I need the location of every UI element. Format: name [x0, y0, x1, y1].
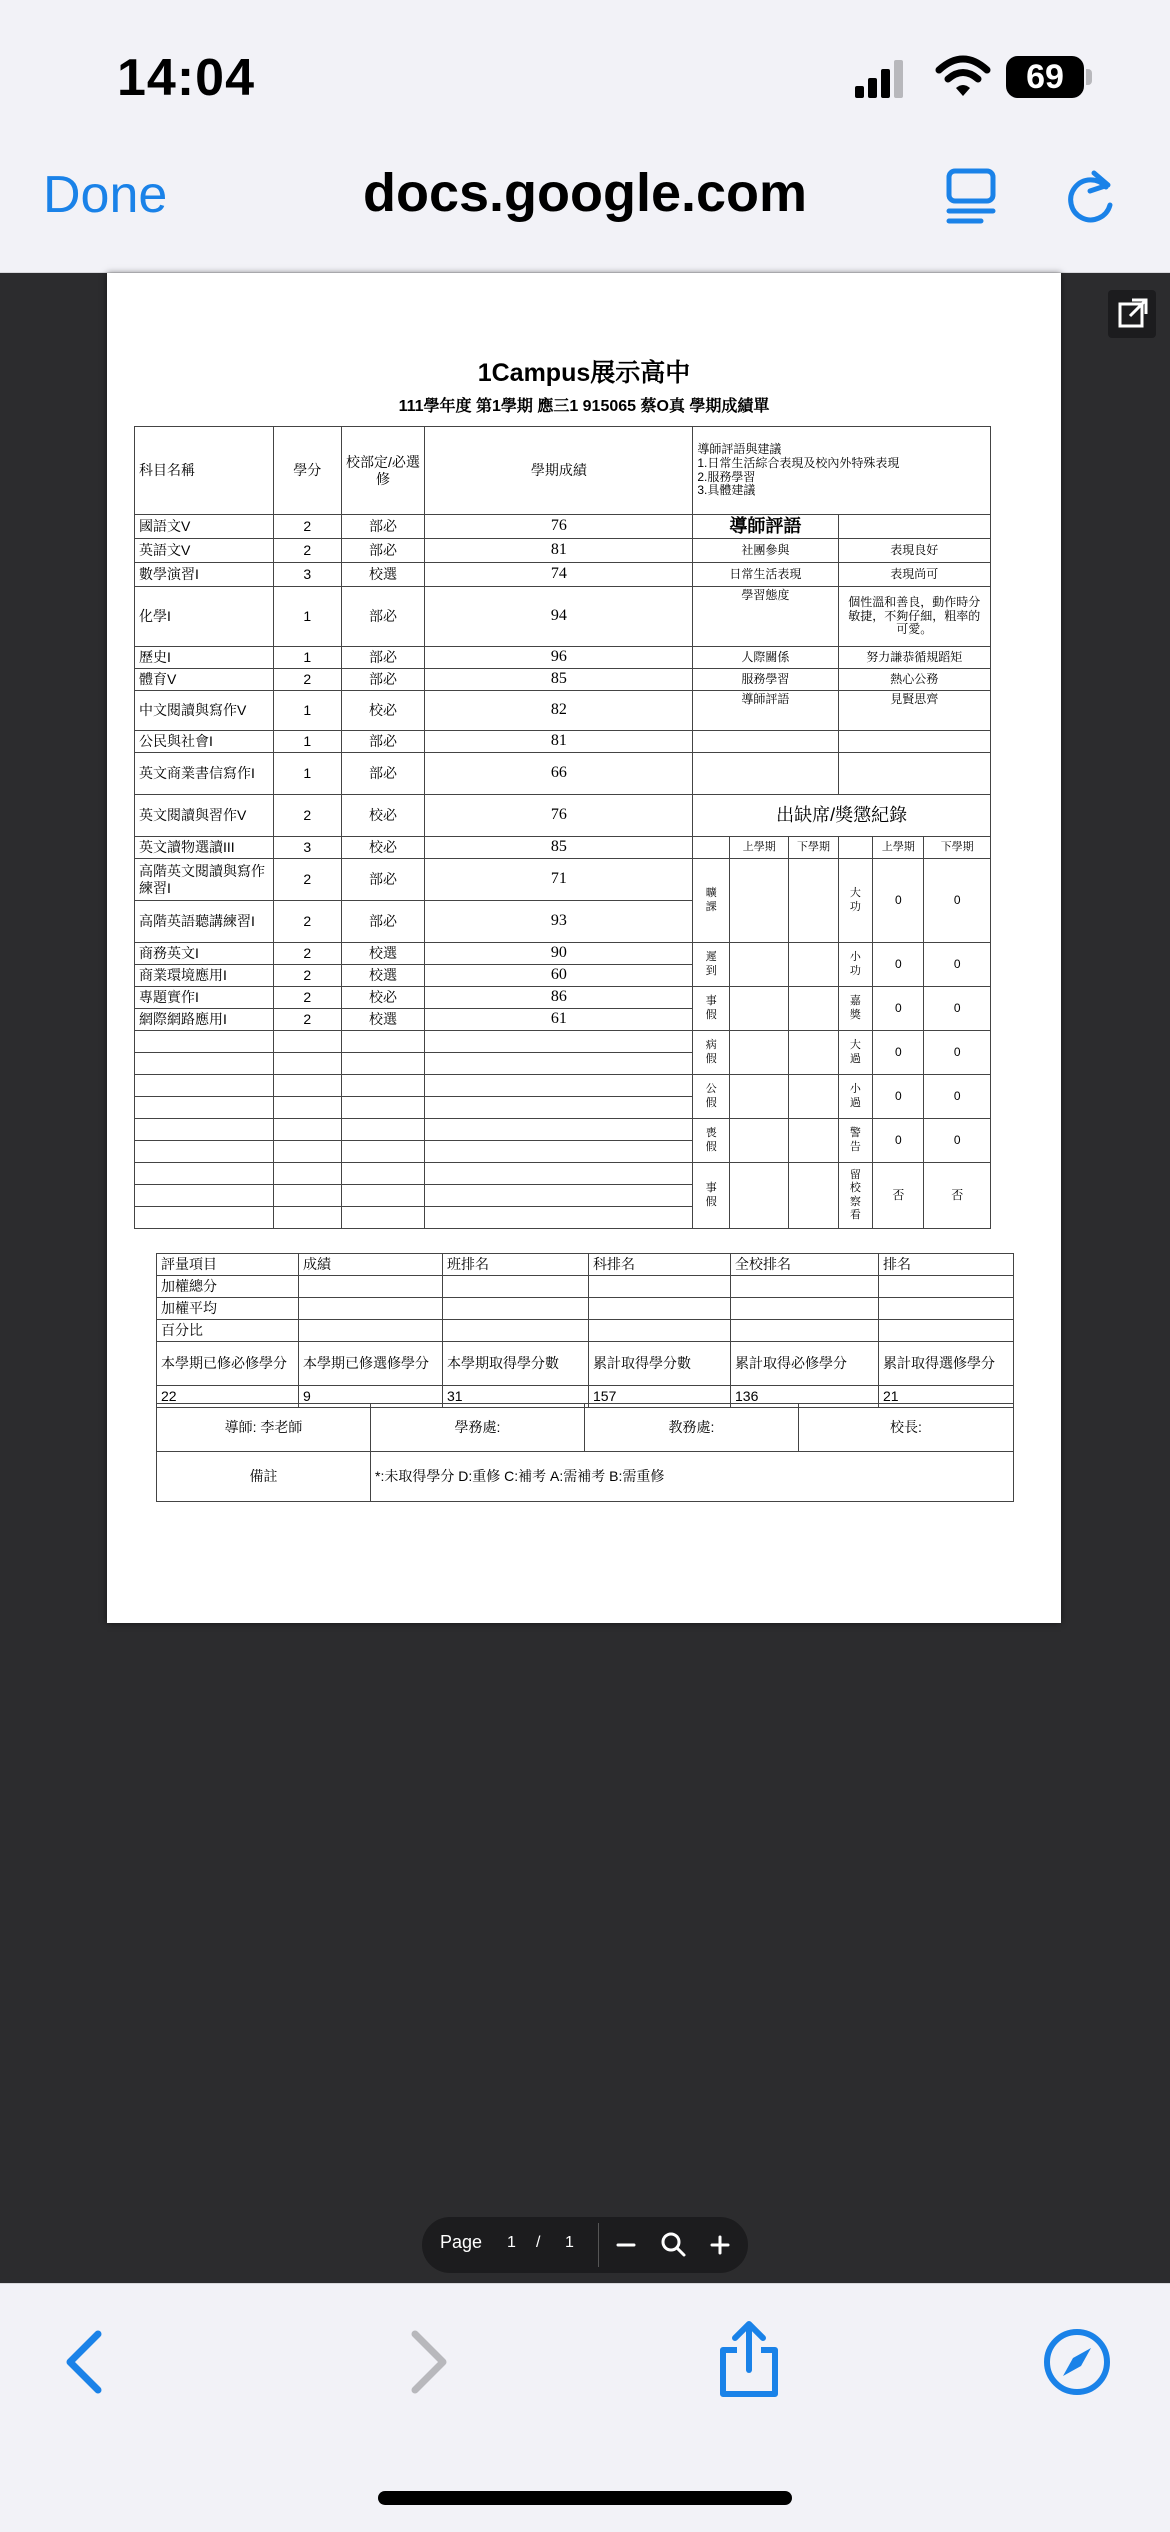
header-score: 學期成績 — [425, 427, 693, 515]
mentor-header: 導師評語與建議 1.日常生活綜合表現及校內外特殊表現 2.服務學習 3.具體建議 — [693, 427, 991, 515]
status-time: 14:04 — [117, 49, 255, 107]
page-total: 1 — [565, 2234, 574, 2251]
course-name: 英文讀物選讀III — [135, 837, 274, 859]
course-name: 商務英文I — [135, 943, 274, 965]
course-name: 數學演習I — [135, 563, 274, 587]
forward-icon[interactable] — [385, 2322, 465, 2402]
course-name: 高階英文閱讀與寫作練習I — [135, 859, 274, 901]
course-name: 公民與社會I — [135, 731, 274, 753]
course-name: 英文商業書信寫作I — [135, 753, 274, 795]
attendance-title: 出缺席/獎懲紀錄 — [693, 795, 991, 837]
course-name: 化學I — [135, 587, 274, 647]
signature-table: 導師: 李老師 學務處: 教務處: 校長: 備註 *:未取得學分 D:重修 C:補考 A:需補考 B:需重修 — [156, 1403, 1014, 1502]
report-subtitle: 111學年度 第1學期 應三1 915065 蔡O真 學期成績單 — [398, 398, 770, 415]
ranking-table: 評量項目 成績 班排名 科排名 全校排名 排名 加權總分 加權平均 百分比 本學期已修必修學分 本學期已修選修學分 本學期取得學分數 累計取得學分數 累計取得必修學分 累計取得選修學分 22 9 31 157 136 21 — [156, 1253, 1014, 1408]
course-name: 英文閱讀與習作V — [135, 795, 274, 837]
course-name: 國語文V — [135, 515, 274, 539]
page-separator: / — [536, 2234, 541, 2251]
comments-title: 導師評語 — [693, 515, 838, 539]
course-name: 歷史I — [135, 647, 274, 669]
page-label: Page — [440, 2232, 483, 2252]
page-domain: docs.google.com — [362, 163, 808, 223]
cellular-signal-icon — [855, 58, 905, 98]
course-name: 中文閱讀與寫作V — [135, 691, 274, 731]
open-external-icon[interactable] — [1108, 290, 1156, 338]
header-req: 校部定/必選修 — [341, 427, 425, 515]
reload-icon[interactable] — [1060, 167, 1120, 229]
zoom-in-icon[interactable] — [700, 2225, 740, 2265]
course-name: 高階英語聽講練習I — [135, 901, 274, 943]
header-credit: 學分 — [274, 427, 341, 515]
course-name: 專題實作I — [135, 987, 274, 1009]
safari-compass-icon[interactable] — [1037, 2322, 1117, 2402]
course-name: 網際網路應用I — [135, 1009, 274, 1031]
done-button[interactable]: Done — [43, 166, 168, 224]
school-title: 1Campus展示高中 — [477, 359, 691, 387]
reader-mode-icon[interactable] — [945, 167, 1001, 227]
course-name: 商業環境應用I — [135, 965, 274, 987]
battery-level: 69 — [1006, 56, 1084, 98]
zoom-icon[interactable] — [654, 2225, 694, 2265]
battery-icon — [1006, 56, 1092, 98]
grades-table: 科目名稱 學分 校部定/必選修 學期成績 導師評語與建議 1.日常生活綜合表現及校內外特殊表現 2.服務學習 3.具體建議 國語文V 2 部必 76 導師評語 英語文V 2 部必 81 社團參與 表現良好 數學演習I 3 校選 74 日常生活表現 表現尚可 化學I 1 部必 94 學習態度 個性溫和善良，動作時分敏捷，不夠仔細，粗率的可愛。 歷史I 1 部必 96 人際關係 努力謙恭循規蹈矩 體育V 2 部必 85 服務學習 熱心公務 中文閱讀與寫作V 1 校必 82 導師評語 見賢思齊 公民與社會I 1 部必 81 英文商業書信寫作I 1 部必 66 英文閱讀與習作V 2 校必 76 出缺席/獎懲紀錄 英文讀物選讀III 3 校必 85 上學期 下學期 上學期 下學期 高階英文閱讀與寫作練習I 2 部必 71 曠課 大功 0 0 高階英語聽講練習I 2 部必 93 商務英文I 2 校選 90 遲到 小功 0 0 商業環境應用I 2 校選 60 專題實作I 2 校必 86 事假 嘉獎 0 0 網際網路應用I 2 校選 61 病假 大過 0 0 公假 小過 0 0 喪假 警告 0 0 事假 留校察看 否 否 — [134, 426, 991, 1229]
page-current[interactable]: 1 — [507, 2234, 516, 2251]
course-name: 英語文V — [135, 539, 274, 563]
course-name: 體育V — [135, 669, 274, 691]
header-subject: 科目名稱 — [135, 427, 274, 515]
top-bar — [0, 0, 1170, 273]
wifi-icon — [935, 54, 991, 98]
back-icon[interactable] — [48, 2322, 128, 2402]
home-indicator — [378, 2491, 792, 2505]
pdf-page-control — [422, 2217, 748, 2273]
document-page — [107, 273, 1061, 1623]
share-icon[interactable] — [709, 2320, 789, 2400]
zoom-out-icon[interactable] — [606, 2225, 646, 2265]
